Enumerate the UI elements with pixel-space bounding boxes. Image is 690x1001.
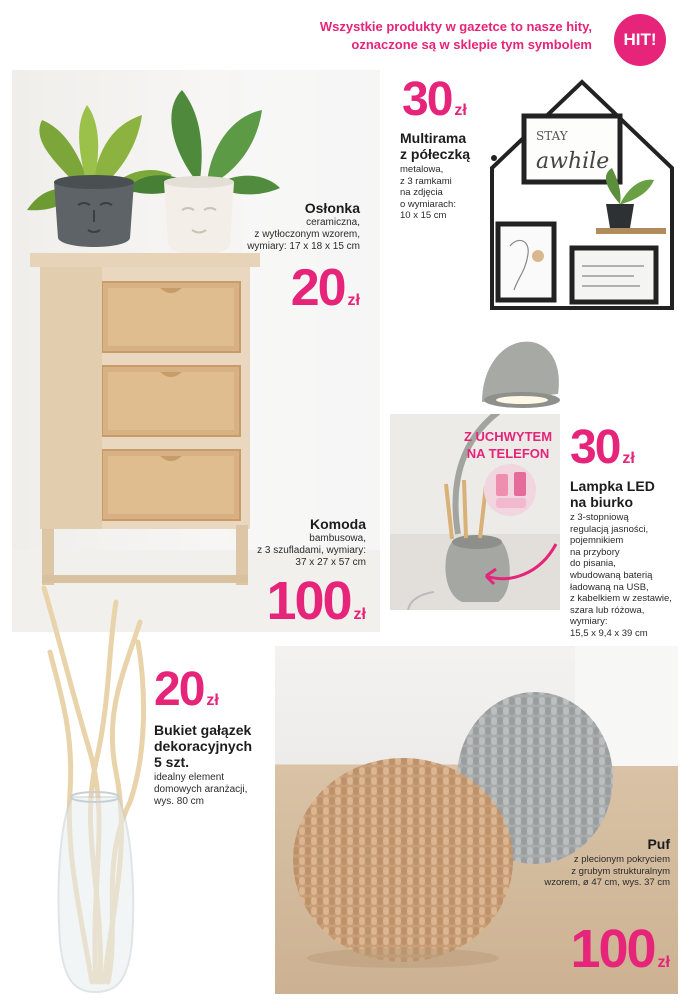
cabinet-icon xyxy=(30,253,260,585)
komoda-photo xyxy=(12,70,380,632)
lampka-callout-line: Z UCHWYTEM xyxy=(463,429,553,444)
oslonka-description xyxy=(247,217,360,253)
komoda-description xyxy=(257,533,366,569)
multirama-description xyxy=(400,164,456,222)
bukiet-name xyxy=(154,722,252,770)
lampka-desc-line: szara lub różowa, xyxy=(570,604,645,616)
oslonka-desc-line: wymiary: 17 x 18 x 15 cm xyxy=(247,241,360,252)
multirama-price-value: 30 xyxy=(402,73,452,126)
bukiet-name-line: Bukiet gałązek xyxy=(154,722,252,738)
oslonka-price-value: 20 xyxy=(290,259,345,317)
lampka-desc-line: z kabelkiem w zestawie, xyxy=(570,593,672,605)
bukiet-price-currency: zł xyxy=(206,692,219,709)
puf-photo xyxy=(275,646,678,994)
lampka-callout xyxy=(458,428,558,462)
bukiet-price-value: 20 xyxy=(154,663,204,716)
multirama-desc-line: 10 x 15 cm xyxy=(400,210,447,221)
oslonka-name: Osłonka xyxy=(304,200,360,216)
oslonka-price xyxy=(290,259,360,317)
lampka-price-value: 30 xyxy=(570,421,620,474)
puf-price-value: 100 xyxy=(570,919,655,979)
puf-desc-line: wzorem, ø 47 cm, wys. 37 cm xyxy=(544,877,670,888)
lampka-description xyxy=(570,512,672,640)
multirama-desc-line: metalowa, xyxy=(400,164,444,175)
multirama-name xyxy=(400,130,470,162)
lampka-desc-line: ładowaną na USB, xyxy=(570,581,649,593)
frame-text-awhile: awhile xyxy=(536,149,610,174)
komoda-name: Komoda xyxy=(310,516,366,532)
bukiet-name-line: dekoracyjnych xyxy=(154,738,253,754)
hit-info-text xyxy=(232,18,592,54)
lampka-name xyxy=(570,478,655,510)
bukiet-illustration xyxy=(20,582,170,994)
lampka-name-line: na biurko xyxy=(570,494,634,510)
bukiet-price xyxy=(154,663,219,716)
puf-name: Puf xyxy=(647,836,670,852)
lampka-desc-line: na przybory xyxy=(570,546,620,558)
komoda-price xyxy=(266,571,366,631)
komoda-desc-line: z 3 szufladami, wymiary: xyxy=(257,545,366,556)
lampka-price xyxy=(570,421,635,474)
bukiet-name-line: 5 szt. xyxy=(154,754,190,770)
lampka-price-currency: zł xyxy=(622,450,635,467)
lampka-desc-line: z 3-stopniową xyxy=(570,512,629,523)
komoda-price-currency: zł xyxy=(353,606,366,623)
bukiet-description xyxy=(154,772,247,808)
bukiet-desc-line: idealny element xyxy=(154,772,225,783)
bukiet-desc-line: domowych aranżacji, xyxy=(154,784,248,795)
puf-description xyxy=(544,854,670,889)
puf-desc-line: z plecionym pokryciem xyxy=(573,854,670,865)
komoda-desc-line: bambusowa, xyxy=(309,533,366,544)
oslonka-desc-line: ceramiczna, xyxy=(306,217,360,228)
multirama-price-currency: zł xyxy=(454,102,467,119)
lampka-desc-line: do pisania, xyxy=(570,558,616,570)
bukiet-desc-line: wys. 80 cm xyxy=(154,796,205,807)
multirama-name-line: z półeczką xyxy=(400,146,471,162)
multirama-desc-line: o wymiarach: xyxy=(400,198,456,210)
komoda-desc-line: 37 x 27 x 57 cm xyxy=(295,557,366,568)
multirama-desc-line: na zdjęcia xyxy=(400,187,443,198)
lampka-desc-line: wymiary: xyxy=(570,616,608,628)
hit-info-line-1: Wszystkie produkty w gazetce to nasze hity, xyxy=(319,19,592,34)
pot-white-icon xyxy=(164,176,234,255)
frame-text-stay: STAY xyxy=(536,129,568,143)
multirama-price xyxy=(402,73,467,126)
multirama-name-line: Multirama xyxy=(400,130,467,146)
lamp-head-icon xyxy=(476,334,568,416)
puf-price-currency: zł xyxy=(657,954,670,971)
lampka-desc-line: wbudowaną baterią xyxy=(570,569,653,581)
oslonka-desc-line: z wytłoczonym wzorem, xyxy=(254,229,360,240)
oslonka-price-currency: zł xyxy=(347,292,360,309)
puf-price xyxy=(570,919,670,979)
lampka-name-line: Lampka LED xyxy=(570,478,655,494)
hit-info-line-2: oznaczone są w sklepie tym symbolem xyxy=(351,37,592,52)
lampka-photo xyxy=(390,414,560,610)
komoda-price-value: 100 xyxy=(266,571,351,631)
puf-desc-line: z grubym strukturalnym xyxy=(571,865,670,877)
lampka-desc-line: pojemnikiem xyxy=(570,535,624,547)
pot-grey-icon xyxy=(54,175,134,247)
lampka-callout-line: NA TELEFON xyxy=(466,446,550,461)
multirama-desc-line: z 3 ramkami xyxy=(400,175,452,187)
lampka-desc-line: 15,5 x 9,4 x 39 cm xyxy=(570,627,648,639)
multirama-frame-illustration xyxy=(484,76,680,314)
hit-badge: HIT! xyxy=(614,14,666,66)
lampka-desc-line: regulacją jasności, xyxy=(570,523,649,535)
